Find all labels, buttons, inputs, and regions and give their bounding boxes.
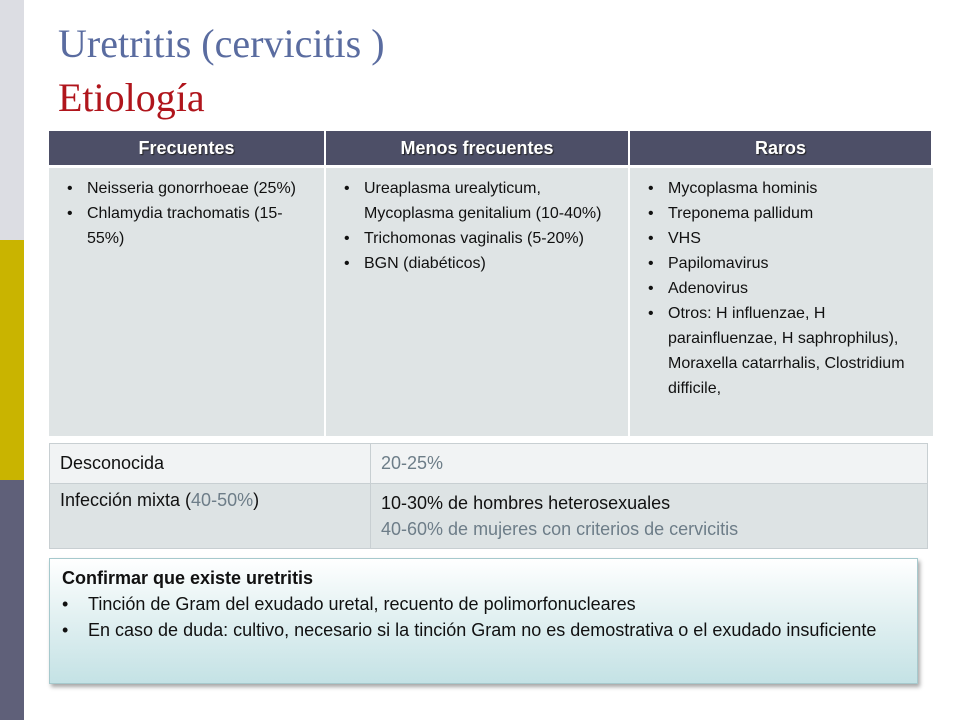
list-item: • Treponema pallidum (640, 201, 923, 226)
header-menos-frecuentes: Menos frecuentes (326, 131, 630, 168)
list-item: • Trichomonas vaginalis (5-20%) (336, 226, 618, 251)
decorative-sidebar (0, 0, 24, 720)
cell-frecuentes (49, 168, 326, 436)
header-raros: Raros (630, 131, 933, 168)
prevalence-table (49, 443, 928, 549)
header-frecuentes: Frecuentes (49, 131, 326, 168)
list-item: • Papilomavirus (640, 251, 923, 276)
confirm-box (49, 558, 918, 684)
confirm-heading: Confirmar que existe uretritis (62, 568, 314, 588)
value-mujeres: 40-60% de mujeres con criterios de cervicitis (381, 519, 739, 539)
list-item: • Adenovirus (640, 276, 923, 301)
cell-desconocida-value: 20-25% (371, 444, 928, 484)
label-text: Infección mixta ( (60, 490, 192, 510)
label-close: ) (253, 490, 260, 510)
list-item: • Chlamydia trachomatis (15-55%) (59, 201, 314, 251)
table-row (50, 444, 928, 484)
label-percent: 40-50% (191, 490, 254, 510)
list-item: • Neisseria gonorrhoeae (25%) (59, 176, 314, 201)
slide-subtitle: Etiología (58, 75, 205, 120)
list-item: • Otros: H influenzae, H parainfluenzae, H saphrophilus), Moraxella catarrhalis, Clostridium difficile, (640, 301, 923, 401)
list-item: • Ureaplasma urealyticum, Mycoplasma genitalium (10-40%) (336, 176, 618, 226)
sidebar-block-top (0, 0, 24, 240)
list-item: • Tinción de Gram del exudado uretal, recuento de polimorfonucleares (62, 591, 905, 617)
cell-infeccion-mixta-label (50, 484, 371, 549)
list-item: • VHS (640, 226, 923, 251)
cell-menos-frecuentes (326, 168, 630, 436)
value-hombres: 10-30% de hombres heterosexuales (381, 493, 671, 513)
cell-desconocida-label: Desconocida (50, 444, 371, 484)
sidebar-block-middle (0, 240, 24, 480)
slide-title: Uretritis (cervicitis ) (58, 21, 385, 66)
cell-raros (630, 168, 933, 436)
cell-infeccion-mixta-value (371, 484, 928, 549)
list-item: • BGN (diabéticos) (336, 251, 618, 276)
list-item: • Mycoplasma hominis (640, 176, 923, 201)
list-item: • En caso de duda: cultivo, necesario si la tinción Gram no es demostrativa o el exudado insuficiente (62, 617, 905, 643)
sidebar-block-bottom (0, 480, 24, 720)
table-row (50, 484, 928, 549)
etiology-table (49, 131, 933, 436)
